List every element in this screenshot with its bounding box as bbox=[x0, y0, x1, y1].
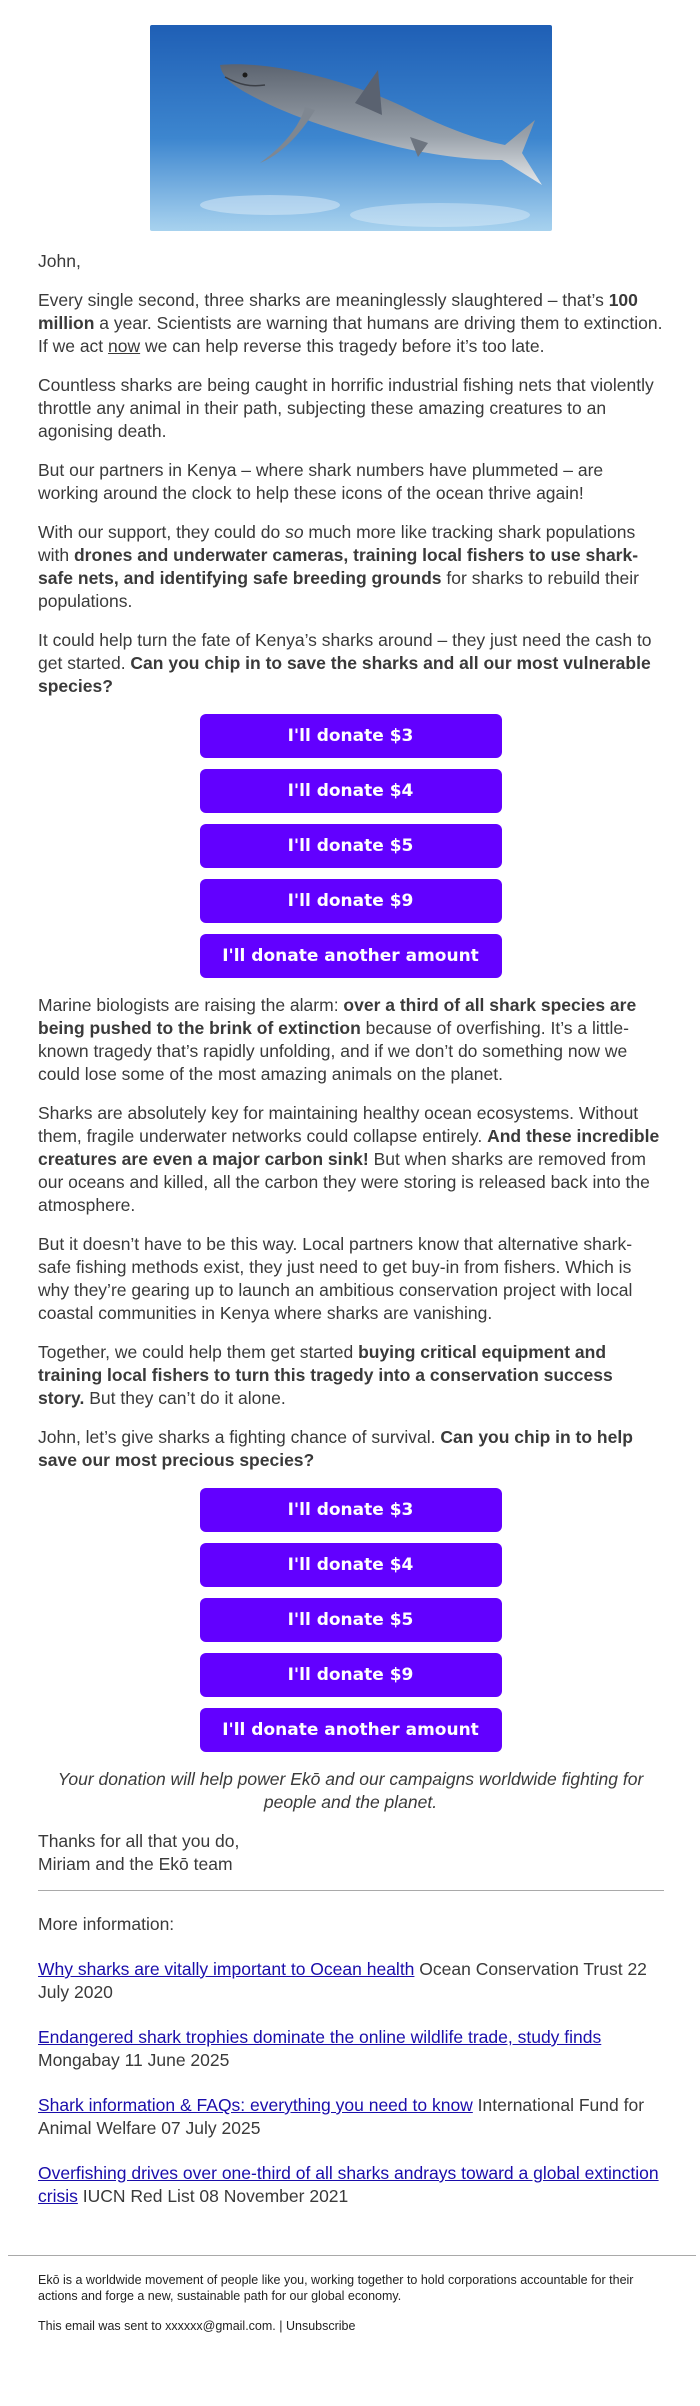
reference-link-4[interactable]: Overfishing drives over one-third of all sharks andrays toward a global extinction crisis bbox=[38, 2163, 659, 2206]
donate-other-button[interactable]: I'll donate another amount bbox=[200, 934, 502, 978]
footer-divider bbox=[8, 2255, 696, 2256]
donate-other-button-2[interactable]: I'll donate another amount bbox=[200, 1708, 502, 1752]
paragraph-ask-1: It could help turn the fate of Kenya’s sharks around – they just need the cash to get started. Can you chip in to save the sharks and all our most vulnerable species? bbox=[38, 630, 652, 696]
paragraph-together: Together, we could help them get started buying critical equipment and training local fishers to turn this tragedy into a conservation success story. But they can’t do it alone. bbox=[38, 1342, 613, 1408]
reference-link-1[interactable]: Why sharks are vitally important to Ocean health bbox=[38, 1959, 415, 1979]
reference-link-3[interactable]: Shark information & FAQs: everything you need to know bbox=[38, 2095, 473, 2115]
reference-item: Shark information & FAQs: everything you need to know International Fund for Animal Welfare 07 July 2025 bbox=[38, 2095, 645, 2138]
donate-5-button-2[interactable]: I'll donate $5 bbox=[200, 1598, 502, 1642]
paragraph-kenya: But our partners in Kenya – where shark numbers have plummeted – are working around the clock to help these icons of the ocean thrive again! bbox=[38, 460, 604, 503]
paragraph-ask-2: John, let’s give sharks a fighting chance of survival. Can you chip in to help save our most precious species? bbox=[38, 1427, 633, 1470]
paragraph-ecosystems: Sharks are absolutely key for maintaining healthy ocean ecosystems. Without them, fragile underwater networks could collapse entirely. And these incredible creatures are even a major carbon sink! But when sharks are removed from our oceans and killed, all the carbon they were storing is released back into the atmosphere. bbox=[38, 1103, 660, 1215]
greeting: John, bbox=[38, 251, 81, 271]
donate-3-button[interactable]: I'll donate $3 bbox=[200, 714, 502, 758]
shark-hero-image bbox=[150, 25, 552, 231]
donate-4-button-2[interactable]: I'll donate $4 bbox=[200, 1543, 502, 1587]
signoff bbox=[38, 1830, 663, 1876]
signoff-line-2: Miriam and the Ekō team bbox=[38, 1854, 233, 1874]
more-info-heading: More information: bbox=[38, 1914, 175, 1934]
donate-buttons-2 bbox=[38, 1488, 663, 1752]
divider bbox=[38, 1890, 664, 1891]
paragraph-nets: Countless sharks are being caught in horrific industrial fishing nets that violently throttle any animal in their path, subjecting these amazing creatures to an agonising death. bbox=[38, 375, 654, 441]
references bbox=[38, 1913, 663, 2208]
donate-3-button-2[interactable]: I'll donate $3 bbox=[200, 1488, 502, 1532]
paragraph-alternatives: But it doesn’t have to be this way. Local partners know that alternative shark-safe fishing methods exist, they just need to get buy-in from fishers. Which is why they’re gearing up to launch an ambitious conservation project with local coastal communities in Kenya where sharks are vanishing. bbox=[38, 1234, 633, 1323]
reference-item: Why sharks are vitally important to Ocean health Ocean Conservation Trust 22 July 2020 bbox=[38, 1959, 647, 2002]
tagline: Your donation will help power Ekō and our campaigns worldwide fighting for people and the planet. bbox=[57, 1769, 644, 1812]
footer-email-link[interactable]: xxxxxx@gmail.com bbox=[165, 2319, 273, 2333]
paragraph-alarm: Marine biologists are raising the alarm: over a third of all shark species are being pushed to the brink of extinction because of overfishing. It’s a little-known tragedy that’s rapidly unfolding, and if we don’t do something now we could lose some of the most amazing animals on the planet. bbox=[38, 995, 637, 1084]
donate-5-button[interactable]: I'll donate $5 bbox=[200, 824, 502, 868]
email-body bbox=[38, 250, 663, 2230]
donate-4-button[interactable]: I'll donate $4 bbox=[200, 769, 502, 813]
footer bbox=[38, 2272, 663, 2348]
paragraph-intro: Every single second, three sharks are meaninglessly slaughtered – that’s 100 million a year. Scientists are warning that humans are driving them to extinction. If we act now we can help reverse this tragedy before it’s too late. bbox=[38, 290, 663, 356]
donate-9-button[interactable]: I'll donate $9 bbox=[200, 879, 502, 923]
reference-link-2[interactable]: Endangered shark trophies dominate the online wildlife trade, study finds bbox=[38, 2027, 602, 2047]
shark-illustration bbox=[150, 25, 552, 231]
donate-9-button-2[interactable]: I'll donate $9 bbox=[200, 1653, 502, 1697]
reference-item: Endangered shark trophies dominate the online wildlife trade, study finds Mongabay 11 June 2025 bbox=[38, 2027, 602, 2070]
unsubscribe-link[interactable]: Unsubscribe bbox=[285, 2319, 356, 2333]
reference-item: Overfishing drives over one-third of all sharks andrays toward a global extinction crisis IUCN Red List 08 November 2021 bbox=[38, 2163, 659, 2206]
footer-about: Ekō is a worldwide movement of people like you, working together to hold corporations accountable for their actions and forge a new, sustainable path for our global economy. bbox=[38, 2273, 634, 2303]
donate-buttons-1 bbox=[38, 714, 663, 978]
paragraph-support: With our support, they could do so much more like tracking shark populations with drones and underwater cameras, training local fishers to use shark-safe nets, and identifying safe breeding grounds for sharks to rebuild their populations. bbox=[38, 522, 639, 611]
footer-sent: This email was sent to xxxxxx@gmail.com. | Unsubscribe bbox=[38, 2319, 356, 2333]
signoff-line-1: Thanks for all that you do, bbox=[38, 1831, 240, 1851]
